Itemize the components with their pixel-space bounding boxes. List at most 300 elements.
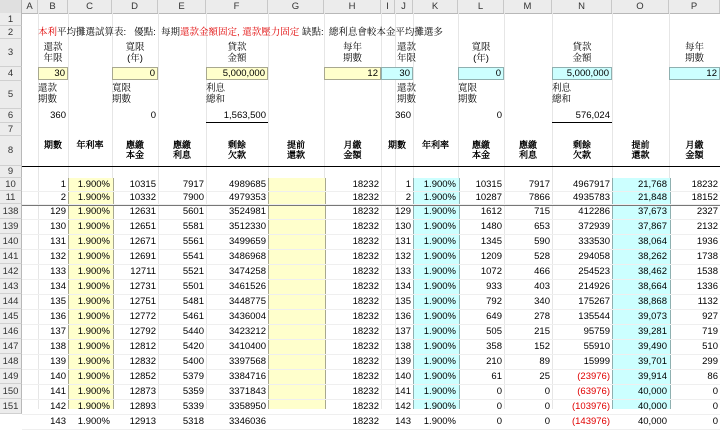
header-rate: 年利率: [76, 140, 104, 150]
cell-balance[interactable]: 3524981: [229, 206, 266, 217]
row-header[interactable]: 150: [0, 384, 22, 399]
cell-rate[interactable]: 1.900%: [77, 206, 110, 217]
cell-monthly[interactable]: 18232: [352, 341, 379, 352]
cell-monthly[interactable]: 18232: [352, 251, 379, 262]
cell-period-right[interactable]: 133: [395, 266, 411, 277]
cell-prepay[interactable]: [268, 309, 324, 324]
grace-label-right: 寬限 (年): [471, 42, 491, 64]
cell-interest[interactable]: 7917: [182, 179, 204, 190]
cell-rate[interactable]: 1.900%: [77, 179, 110, 190]
row-header[interactable]: 4: [0, 67, 22, 81]
cell-monthly[interactable]: 18232: [352, 192, 379, 203]
row-header[interactable]: 147: [0, 339, 22, 354]
cell-rate-right[interactable]: 1.900%: [423, 206, 456, 217]
cell-rate[interactable]: 1.900%: [77, 221, 110, 232]
cell-prepay-right[interactable]: 40,000: [637, 386, 667, 397]
cell-monthly-right[interactable]: 1132: [697, 296, 718, 307]
cell-prepay[interactable]: [268, 219, 324, 234]
cell-prepay-right[interactable]: 38,664: [637, 281, 667, 292]
cell-prepay[interactable]: [268, 339, 324, 354]
cell-monthly-right[interactable]: 2132: [696, 221, 718, 232]
column-header-h[interactable]: H: [324, 0, 381, 13]
cell-prepay[interactable]: [268, 414, 324, 429]
cell-interest-right[interactable]: 590: [534, 236, 550, 247]
column-header-o[interactable]: O: [612, 0, 669, 13]
cell-interest[interactable]: 5440: [182, 326, 204, 337]
years-input-right[interactable]: 30: [381, 67, 413, 80]
cell-principal[interactable]: 12751: [129, 296, 156, 307]
cell-monthly[interactable]: 18232: [352, 296, 379, 307]
cell-prepay-right[interactable]: 38,462: [637, 266, 667, 277]
cell-prepay-right[interactable]: 39,490: [637, 341, 667, 352]
cell-monthly[interactable]: 18232: [352, 401, 379, 412]
cell-principal[interactable]: 12852: [129, 371, 156, 382]
cell-rate[interactable]: 1.900%: [77, 356, 110, 367]
cell-period-right[interactable]: 134: [395, 281, 411, 292]
cell-rate-right[interactable]: 1.900%: [423, 326, 456, 337]
cell-balance-right[interactable]: 412286: [578, 206, 610, 217]
cell-rate-right[interactable]: 1.900%: [423, 179, 456, 190]
cell-prepay-right[interactable]: 39,701: [637, 356, 667, 367]
cell-interest[interactable]: 5501: [182, 281, 204, 292]
cell-period[interactable]: 141: [50, 386, 66, 397]
cell-monthly-right[interactable]: 18232: [691, 179, 718, 190]
cell-rate[interactable]: 1.900%: [77, 296, 110, 307]
cell-interest[interactable]: 5461: [182, 311, 204, 322]
cell-interest-right[interactable]: 152: [534, 341, 550, 352]
row-header[interactable]: 5: [0, 81, 22, 109]
cell-rate-right[interactable]: 1.900%: [423, 416, 456, 427]
column-header-p[interactable]: P: [669, 0, 720, 13]
cell-period[interactable]: 131: [50, 236, 66, 247]
cell-balance[interactable]: 3512330: [229, 221, 266, 232]
row-header[interactable]: 1: [0, 13, 22, 26]
cell-monthly[interactable]: 18232: [352, 311, 379, 322]
cell-balance[interactable]: 3499659: [229, 236, 266, 247]
cell-principal-right[interactable]: 358: [486, 341, 502, 352]
cell-principal-right[interactable]: 505: [486, 326, 502, 337]
cell-balance-right[interactable]: 372939: [578, 221, 610, 232]
cell-balance[interactable]: 3410400: [229, 341, 266, 352]
cell-principal[interactable]: 12873: [129, 386, 156, 397]
column-header-f[interactable]: F: [206, 0, 268, 13]
row-header[interactable]: 146: [0, 324, 22, 339]
cell-period[interactable]: 138: [50, 341, 66, 352]
cell-period[interactable]: 139: [50, 356, 66, 367]
cell-interest-right[interactable]: 0: [544, 386, 550, 397]
cell-monthly[interactable]: 18232: [352, 221, 379, 232]
cell-interest-right[interactable]: 715: [534, 206, 550, 217]
column-header-d[interactable]: D: [112, 0, 158, 13]
row-header[interactable]: 140: [0, 234, 22, 249]
cell-period[interactable]: 1: [60, 179, 66, 190]
cell-principal[interactable]: 12711: [130, 266, 156, 277]
row-header[interactable]: 139: [0, 219, 22, 234]
column-header-b[interactable]: B: [38, 0, 68, 13]
cell-period[interactable]: 130: [50, 221, 66, 232]
row-header[interactable]: 2: [0, 26, 22, 39]
cell-interest[interactable]: 5359: [182, 386, 204, 397]
cell-principal-right[interactable]: 1480: [480, 221, 502, 232]
cell-principal[interactable]: 10315: [129, 179, 156, 190]
row-header[interactable]: 151: [0, 399, 22, 414]
cell-monthly[interactable]: 18232: [352, 281, 379, 292]
cell-interest-right[interactable]: 89: [539, 356, 550, 367]
row-header[interactable]: 10: [0, 178, 22, 191]
header-period-right: 期數: [387, 140, 406, 150]
cell-interest[interactable]: 5420: [182, 341, 204, 352]
cell-interest-right[interactable]: 215: [534, 326, 550, 337]
row-header[interactable]: 144: [0, 294, 22, 309]
header-principal: 應繳 本金: [125, 140, 144, 160]
cell-prepay-right[interactable]: 39,914: [637, 371, 667, 382]
cell-interest[interactable]: 5339: [182, 401, 204, 412]
cell-principal-right[interactable]: 10315: [475, 179, 502, 190]
cell-balance-right[interactable]: 175267: [578, 296, 610, 307]
cell-monthly-right[interactable]: 1336: [696, 281, 718, 292]
periods-per-year-input[interactable]: 12: [324, 67, 381, 80]
cell-period[interactable]: 143: [50, 416, 66, 427]
column-header-e[interactable]: E: [158, 0, 206, 13]
cell-monthly-right[interactable]: 2327: [696, 206, 718, 217]
cell-interest-right[interactable]: 653: [534, 221, 550, 232]
cell-monthly-right[interactable]: 1538: [696, 266, 718, 277]
row-header[interactable]: 7: [0, 123, 22, 136]
cell-interest[interactable]: 5318: [182, 416, 204, 427]
cell-monthly-right[interactable]: 0: [712, 401, 718, 412]
cell-monthly-right[interactable]: 18152: [691, 192, 718, 203]
cell-monthly[interactable]: 18232: [352, 371, 379, 382]
cell-principal[interactable]: 12812: [129, 341, 156, 352]
cell-prepay-right[interactable]: 38,868: [637, 296, 667, 307]
cell-monthly-right[interactable]: 719: [702, 326, 718, 337]
cell-principal-right[interactable]: 0: [496, 386, 502, 397]
cell-prepay-right[interactable]: 39,073: [637, 311, 667, 322]
cell-monthly-right[interactable]: 1738: [696, 251, 718, 262]
cell-principal-right[interactable]: 10287: [475, 192, 502, 203]
cell-balance[interactable]: 3461526: [229, 281, 266, 292]
cell-principal[interactable]: 12631: [129, 206, 156, 217]
cell-prepay[interactable]: [268, 399, 324, 414]
cell-prepay-right[interactable]: 37,673: [637, 206, 667, 217]
column-header-l[interactable]: L: [458, 0, 504, 13]
column-header-a[interactable]: A: [22, 0, 38, 13]
cell-monthly-right[interactable]: 0: [712, 386, 718, 397]
cell-monthly-right[interactable]: 86: [707, 371, 718, 382]
cell-principal[interactable]: 12832: [129, 356, 156, 367]
row-header[interactable]: 9: [0, 166, 22, 178]
cell-balance-right[interactable]: 55910: [583, 341, 610, 352]
cell-prepay[interactable]: [268, 191, 324, 204]
cell-prepay[interactable]: [268, 354, 324, 369]
cell-prepay[interactable]: [268, 249, 324, 264]
grace-input-right[interactable]: 0: [458, 67, 504, 80]
cell-balance[interactable]: 3436004: [229, 311, 266, 322]
cell-interest-right[interactable]: 466: [534, 266, 550, 277]
cell-balance[interactable]: 3358950: [229, 401, 266, 412]
header-interest: 應繳 利息: [172, 140, 191, 160]
cell-period-right[interactable]: 129: [395, 206, 411, 217]
cell-interest[interactable]: 5521: [182, 266, 204, 277]
cell-principal-right[interactable]: 1612: [480, 206, 502, 217]
cell-prepay[interactable]: [268, 384, 324, 399]
cell-balance-right[interactable]: 294058: [578, 251, 610, 262]
cell-principal[interactable]: 12913: [129, 416, 156, 427]
cell-rate[interactable]: 1.900%: [77, 266, 110, 277]
grace-periods-label: 寬限 期數: [112, 83, 132, 105]
cell-rate-right[interactable]: 1.900%: [423, 281, 456, 292]
cell-monthly-right[interactable]: 0: [712, 416, 718, 427]
cell-principal-right[interactable]: 1209: [480, 251, 502, 262]
cell-monthly[interactable]: 18232: [352, 266, 379, 277]
cell-monthly-right[interactable]: 299: [702, 356, 718, 367]
cell-monthly[interactable]: 18232: [352, 179, 379, 190]
cell-interest-right[interactable]: 278: [534, 311, 550, 322]
cell-balance-right[interactable]: (143976): [571, 416, 610, 427]
cell-interest[interactable]: 5541: [182, 251, 204, 262]
repay-periods-label: 還款 期數: [38, 83, 58, 105]
cell-balance-right[interactable]: (63976): [577, 386, 610, 397]
cell-prepay-right[interactable]: 21,848: [637, 192, 667, 203]
cell-principal[interactable]: 12731: [129, 281, 156, 292]
cell-rate[interactable]: 1.900%: [77, 281, 110, 292]
cell-principal-right[interactable]: 792: [486, 296, 502, 307]
row-header[interactable]: 149: [0, 369, 22, 384]
cell-prepay[interactable]: [268, 369, 324, 384]
amount-input[interactable]: 5,000,000: [206, 67, 268, 80]
repay-periods-value-right: 360: [395, 110, 411, 121]
cell-interest-right[interactable]: 528: [534, 251, 550, 262]
cell-period-right[interactable]: 136: [395, 311, 411, 322]
cell-balance-right[interactable]: 333530: [578, 236, 610, 247]
cell-principal-right[interactable]: 210: [486, 356, 502, 367]
row-header[interactable]: 6: [0, 109, 22, 123]
cell-period[interactable]: 129: [50, 206, 66, 217]
cell-interest[interactable]: 5481: [182, 296, 204, 307]
cell-rate-right[interactable]: 1.900%: [423, 236, 456, 247]
cell-interest-right[interactable]: 403: [534, 281, 550, 292]
cell-interest[interactable]: 5581: [182, 221, 204, 232]
cell-prepay-right[interactable]: 39,281: [637, 326, 667, 337]
cell-balance[interactable]: 3474258: [229, 266, 266, 277]
cell-period-right[interactable]: 142: [395, 401, 411, 412]
cell-period[interactable]: 135: [50, 296, 66, 307]
row-header[interactable]: 8: [0, 136, 22, 166]
row-header[interactable]: 142: [0, 264, 22, 279]
cell-interest-right[interactable]: 340: [534, 296, 550, 307]
cell-balance[interactable]: 3346036: [229, 416, 266, 427]
cell-monthly[interactable]: 18232: [352, 386, 379, 397]
cell-principal[interactable]: 12651: [129, 221, 156, 232]
years-input[interactable]: 30: [38, 67, 68, 80]
cell-period-right[interactable]: 141: [395, 386, 411, 397]
cell-principal-right[interactable]: 1072: [480, 266, 502, 277]
grace-input[interactable]: 0: [112, 67, 158, 80]
cell-rate-right[interactable]: 1.900%: [423, 356, 456, 367]
cell-rate[interactable]: 1.900%: [77, 251, 110, 262]
cell-period-right[interactable]: 132: [395, 251, 411, 262]
cell-interest[interactable]: 5561: [182, 236, 204, 247]
cell-prepay[interactable]: [268, 324, 324, 339]
cell-period-right[interactable]: 137: [395, 326, 411, 337]
cell-balance-right[interactable]: 4967917: [573, 179, 610, 190]
cell-prepay[interactable]: [268, 178, 324, 191]
cell-interest-right[interactable]: 0: [544, 416, 550, 427]
cell-monthly[interactable]: 18232: [352, 356, 379, 367]
row-header[interactable]: 145: [0, 309, 22, 324]
cell-period-right[interactable]: 131: [395, 236, 411, 247]
cell-period[interactable]: 140: [50, 371, 66, 382]
cell-rate-right[interactable]: 1.900%: [423, 251, 456, 262]
column-header-m[interactable]: M: [504, 0, 552, 13]
cell-prepay-right[interactable]: 40,000: [637, 416, 667, 427]
row-header[interactable]: 11: [0, 191, 22, 204]
cell-prepay[interactable]: [268, 204, 324, 219]
cell-rate[interactable]: 1.900%: [77, 386, 110, 397]
cell-interest[interactable]: 7900: [182, 192, 204, 203]
cell-balance-right[interactable]: 15999: [583, 356, 610, 367]
cell-period-right[interactable]: 143: [395, 416, 411, 427]
cell-balance[interactable]: 3371843: [229, 386, 266, 397]
row-header[interactable]: 138: [0, 204, 22, 219]
cell-principal[interactable]: 12671: [129, 236, 156, 247]
cell-principal-right[interactable]: 61: [491, 371, 502, 382]
amount-input-right[interactable]: 5,000,000: [552, 67, 612, 80]
row-header[interactable]: 141: [0, 249, 22, 264]
cell-rate-right[interactable]: 1.900%: [423, 266, 456, 277]
cell-rate-right[interactable]: 1.900%: [423, 192, 456, 203]
cell-principal-right[interactable]: 1345: [480, 236, 502, 247]
row-header[interactable]: 3: [0, 39, 22, 67]
cell-prepay-right[interactable]: 38,262: [637, 251, 667, 262]
cell-rate[interactable]: 1.900%: [77, 326, 110, 337]
cell-balance-right[interactable]: (23976): [577, 371, 610, 382]
cell-period-right[interactable]: 130: [395, 221, 411, 232]
cell-rate[interactable]: 1.900%: [77, 416, 110, 427]
cell-prepay[interactable]: [268, 264, 324, 279]
cell-rate-right[interactable]: 1.900%: [423, 311, 456, 322]
cell-principal-right[interactable]: 649: [486, 311, 502, 322]
cell-rate[interactable]: 1.900%: [77, 311, 110, 322]
cell-balance[interactable]: 3423212: [229, 326, 266, 337]
cell-principal[interactable]: 10332: [129, 192, 156, 203]
cell-principal-right[interactable]: 933: [486, 281, 502, 292]
cell-principal-right[interactable]: 0: [496, 401, 502, 412]
cell-prepay-right[interactable]: 40,000: [637, 401, 667, 412]
cell-monthly-right[interactable]: 510: [702, 341, 718, 352]
cell-balance[interactable]: 4979353: [229, 192, 266, 203]
cell-interest-right[interactable]: 0: [544, 401, 550, 412]
cell-monthly-right[interactable]: 927: [702, 311, 718, 322]
cell-interest-right[interactable]: 7917: [528, 179, 550, 190]
header-rate-right: 年利率: [421, 140, 449, 150]
cell-interest[interactable]: 5400: [182, 356, 204, 367]
cons-label: 缺點:: [301, 27, 324, 38]
cell-rate[interactable]: 1.900%: [77, 401, 110, 412]
cell-balance-right[interactable]: 135544: [578, 311, 610, 322]
cell-rate-right[interactable]: 1.900%: [423, 401, 456, 412]
row-header[interactable]: 148: [0, 354, 22, 369]
cell-prepay-right[interactable]: 38,064: [637, 236, 667, 247]
column-header-c[interactable]: C: [68, 0, 112, 13]
cell-monthly[interactable]: 18232: [352, 416, 379, 427]
cell-monthly[interactable]: 18232: [352, 206, 379, 217]
cell-interest[interactable]: 5379: [182, 371, 204, 382]
cell-rate[interactable]: 1.900%: [77, 371, 110, 382]
cell-monthly-right[interactable]: 1936: [696, 236, 718, 247]
cell-monthly[interactable]: 18232: [352, 326, 379, 337]
header-monthly: 月繳 金額: [343, 140, 362, 160]
cell-period[interactable]: 134: [50, 281, 66, 292]
cell-period-right[interactable]: 139: [395, 356, 411, 367]
cell-interest[interactable]: 5601: [182, 206, 204, 217]
column-header-j[interactable]: J: [395, 0, 413, 13]
select-all-corner[interactable]: [0, 0, 22, 13]
cell-rate-right[interactable]: 1.900%: [423, 341, 456, 352]
cell-rate-right[interactable]: 1.900%: [423, 371, 456, 382]
cell-period[interactable]: 2: [60, 192, 66, 203]
cell-rate[interactable]: 1.900%: [77, 236, 110, 247]
cell-prepay-right[interactable]: 37,867: [637, 221, 667, 232]
cell-period-right[interactable]: 138: [395, 341, 411, 352]
cell-balance-right[interactable]: 214926: [578, 281, 610, 292]
cell-balance-right[interactable]: (103976): [571, 401, 610, 412]
cell-balance[interactable]: 3384716: [229, 371, 266, 382]
cell-balance-right[interactable]: 254523: [578, 266, 610, 277]
cell-rate-right[interactable]: 1.900%: [423, 386, 456, 397]
cell-monthly[interactable]: 18232: [352, 236, 379, 247]
cell-principal[interactable]: 12772: [129, 311, 156, 322]
column-header-i[interactable]: I: [381, 0, 395, 13]
row-header[interactable]: 143: [0, 279, 22, 294]
cell-balance[interactable]: 4989685: [229, 179, 266, 190]
cell-rate-right[interactable]: 1.900%: [423, 221, 456, 232]
cell-balance[interactable]: 3397568: [229, 356, 266, 367]
column-header-g[interactable]: G: [268, 0, 324, 13]
column-header-n[interactable]: N: [552, 0, 612, 13]
cell-prepay[interactable]: [268, 279, 324, 294]
column-header-k[interactable]: K: [413, 0, 458, 13]
cell-interest-right[interactable]: 25: [539, 371, 550, 382]
cell-period-right[interactable]: 140: [395, 371, 411, 382]
cell-period[interactable]: 132: [50, 251, 66, 262]
cell-balance-right[interactable]: 95759: [583, 326, 610, 337]
cell-balance[interactable]: 3448775: [229, 296, 266, 307]
cell-period[interactable]: 137: [50, 326, 66, 337]
cell-principal[interactable]: 12792: [129, 326, 156, 337]
cell-rate[interactable]: 1.900%: [77, 192, 110, 203]
cell-principal-right[interactable]: 0: [496, 416, 502, 427]
cell-prepay[interactable]: [268, 294, 324, 309]
cell-principal[interactable]: 12893: [129, 401, 156, 412]
cell-period[interactable]: 136: [50, 311, 66, 322]
cell-period[interactable]: 142: [50, 401, 66, 412]
cell-period-right[interactable]: 135: [395, 296, 411, 307]
cell-rate[interactable]: 1.900%: [77, 341, 110, 352]
cell-principal[interactable]: 12691: [129, 251, 156, 262]
title-line: [36, 26, 716, 39]
cell-balance-right[interactable]: 4935783: [573, 192, 610, 203]
cell-prepay-right[interactable]: 21,768: [637, 179, 667, 190]
cell-rate-right[interactable]: 1.900%: [423, 296, 456, 307]
cell-period-right[interactable]: 1: [405, 179, 411, 190]
cell-balance[interactable]: 3486968: [229, 251, 266, 262]
cell-period[interactable]: 133: [50, 266, 66, 277]
cell-interest-right[interactable]: 7866: [528, 192, 550, 203]
periods-per-year-input-right[interactable]: 12: [669, 67, 720, 80]
cell-prepay[interactable]: [268, 234, 324, 249]
cell-period-right[interactable]: 2: [405, 192, 411, 203]
